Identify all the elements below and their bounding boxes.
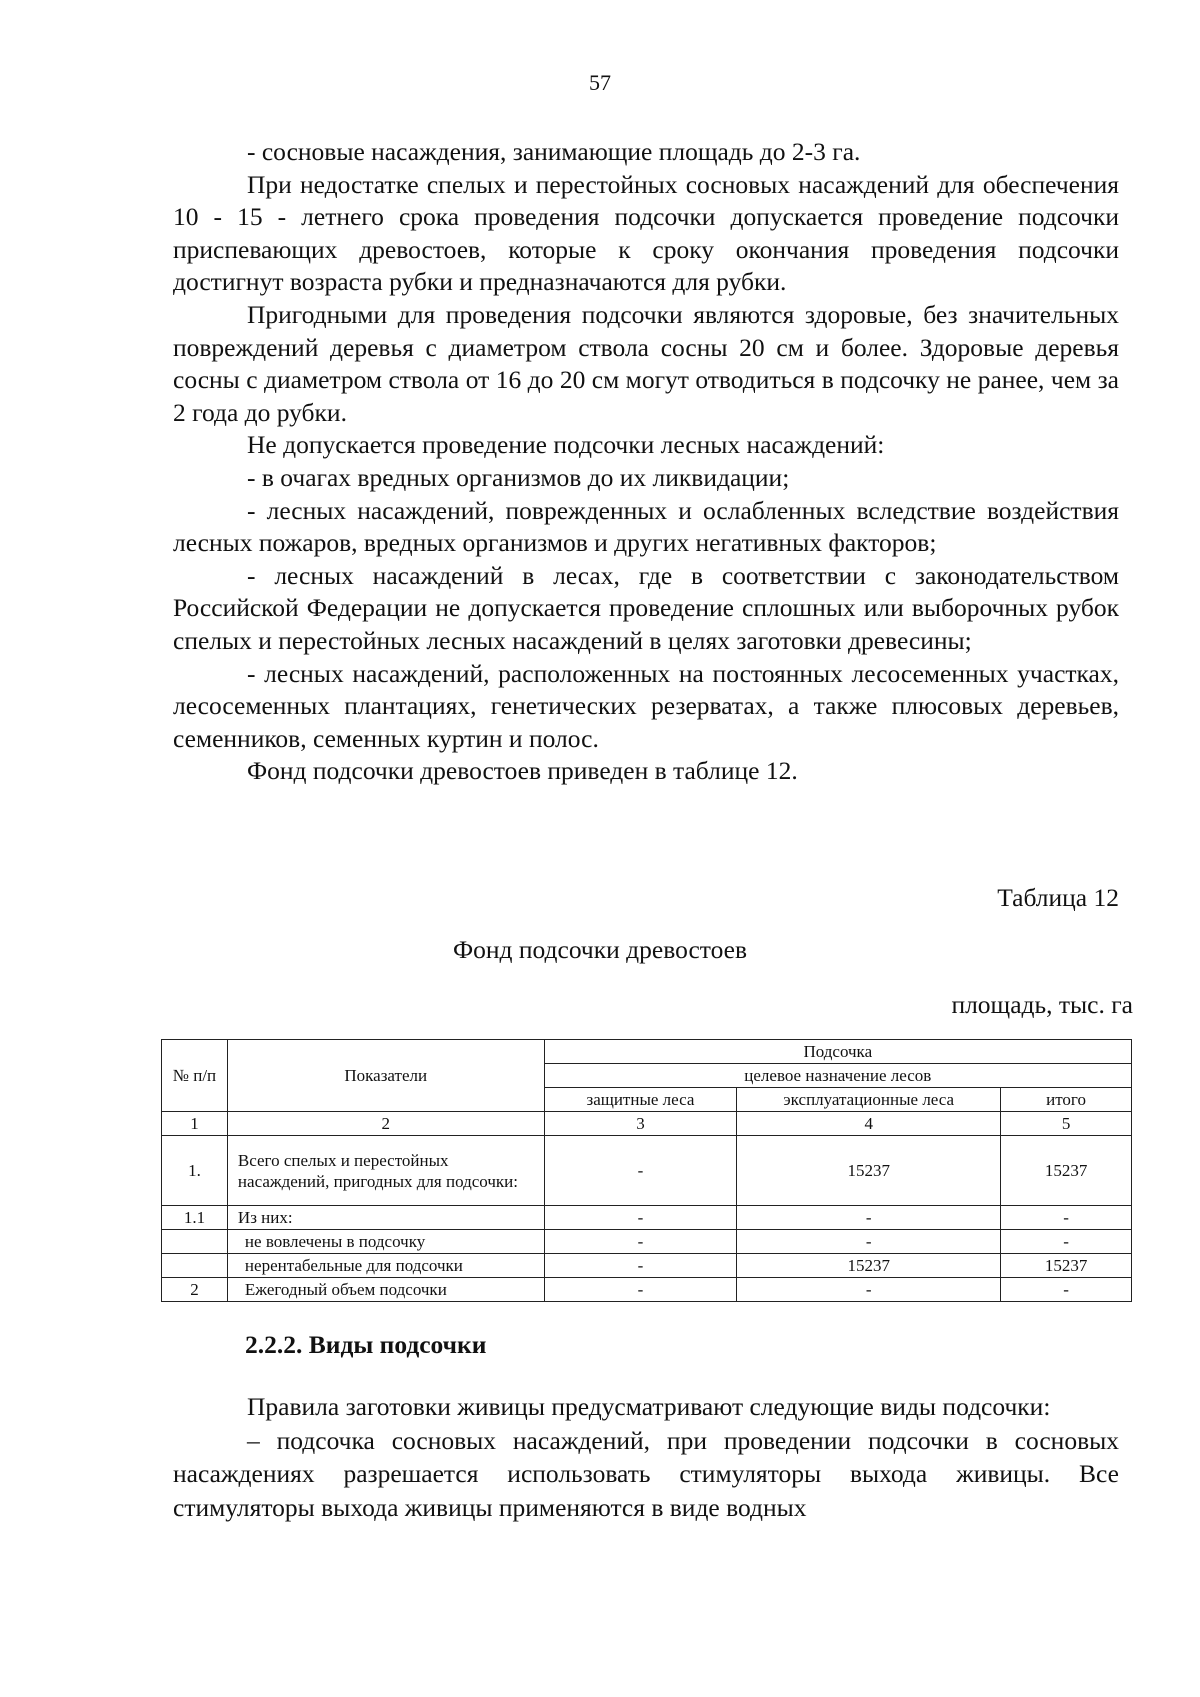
row-num <box>162 1230 228 1254</box>
row-value: - <box>737 1206 1001 1230</box>
table-row <box>162 1230 1132 1254</box>
column-number: 3 <box>544 1112 737 1136</box>
row-value: 15237 <box>1001 1254 1132 1278</box>
row-label: Ежегодный объем подсочки <box>227 1278 544 1302</box>
row-value: - <box>737 1230 1001 1254</box>
paragraph: - лесных насаждений, расположенных на постоянных лесосеменных участках, лесосеменных плантациях, генетических резерватах, а также плюсовых деревьев, семенников, семенных куртин и полос. <box>173 658 1119 753</box>
paragraph: Фонд подсочки древостоев приведен в таблице 12. <box>247 756 798 786</box>
header-col5: итого <box>1001 1088 1132 1112</box>
row-value: 15237 <box>1001 1136 1132 1206</box>
header-col3: защитные леса <box>544 1088 737 1112</box>
section-heading: 2.2.2. Виды подсочки <box>245 1330 487 1359</box>
page-number: 57 <box>589 70 611 95</box>
paragraph: При недостатке спелых и перестойных сосновых насаждений для обеспечения 10 - 15 - летнего срока проведения подсочки допускается проведение подсочки приспевающих древостоев, которые к сроку окончания проведения подсочки достигнут возраста рубки и предназначаются для рубки. <box>173 169 1119 297</box>
header-subgroup: целевое назначение лесов <box>544 1064 1131 1088</box>
body-text-top <box>173 136 1119 788</box>
row-num <box>162 1254 228 1278</box>
column-number: 5 <box>1001 1112 1132 1136</box>
row-value: 15237 <box>737 1136 1001 1206</box>
row-value: - <box>544 1254 737 1278</box>
row-value: 15237 <box>737 1254 1001 1278</box>
header-indicators: Показатели <box>227 1040 544 1112</box>
header-group: Подсочка <box>544 1040 1131 1064</box>
row-num: 1. <box>162 1136 228 1206</box>
header-col4: эксплуатационные леса <box>737 1088 1001 1112</box>
table-row <box>162 1278 1132 1302</box>
row-num: 1.1 <box>162 1206 228 1230</box>
row-value: - <box>544 1278 737 1302</box>
row-value: - <box>544 1136 737 1206</box>
row-value: - <box>1001 1230 1132 1254</box>
row-label: не вовлечены в подсочку <box>227 1230 544 1254</box>
row-num: 2 <box>162 1278 228 1302</box>
table-label: Таблица 12 <box>997 883 1119 912</box>
fund-table <box>161 1039 1132 1302</box>
row-label: Всего спелых и перестойных насаждений, пригодных для подсочки: <box>227 1136 544 1206</box>
row-value: - <box>1001 1206 1132 1230</box>
column-number: 4 <box>737 1112 1001 1136</box>
paragraph: – подсочка сосновых насаждений, при проведении подсочки в сосновых насаждениях разрешается использовать стимуляторы выхода живицы. Все стимуляторы выхода живицы применяются в виде водных <box>173 1425 1119 1522</box>
table-row <box>162 1206 1132 1230</box>
column-number: 2 <box>227 1112 544 1136</box>
paragraph: - лесных насаждений, поврежденных и ослабленных вследствие воздействия лесных пожаров, вредных организмов и других негативных факторов; <box>173 495 1119 558</box>
paragraph: - в очагах вредных организмов до их ликвидации; <box>247 462 790 492</box>
paragraph: - лесных насаждений в лесах, где в соответствии с законодательством Российской Федерации не допускается проведение сплошных или выборочных рубок спелых и перестойных лесных насаждений в целях заготовки древесины; <box>173 560 1119 655</box>
paragraph: Пригодными для проведения подсочки являются здоровые, без значительных повреждений деревья с диаметром ствола сосны 20 см и более. Здоровые деревья сосны с диаметром ствола от 16 до 20 см могут отводиться в подсочку не ранее, чем за 2 года до рубки. <box>173 299 1119 427</box>
paragraph: Не допускается проведение подсочки лесных насаждений: <box>247 430 885 460</box>
header-num: № п/п <box>162 1040 228 1112</box>
row-value: - <box>544 1206 737 1230</box>
body-text-bottom <box>173 1390 1119 1524</box>
row-label: нерентабельные для подсочки <box>227 1254 544 1278</box>
paragraph: - сосновые насаждения, занимающие площадь до 2-3 га. <box>247 137 861 166</box>
table-unit: площадь, тыс. га <box>951 990 1133 1019</box>
row-value: - <box>544 1230 737 1254</box>
paragraph: Правила заготовки живицы предусматривают следующие виды подсочки: <box>247 1392 1051 1421</box>
row-value: - <box>1001 1278 1132 1302</box>
row-value: - <box>737 1278 1001 1302</box>
column-number-row <box>162 1112 1132 1136</box>
column-number: 1 <box>162 1112 228 1136</box>
table-title: Фонд подсочки древостоев <box>452 935 747 964</box>
row-label: Из них: <box>227 1206 544 1230</box>
table-row <box>162 1254 1132 1278</box>
table-row <box>162 1136 1132 1206</box>
